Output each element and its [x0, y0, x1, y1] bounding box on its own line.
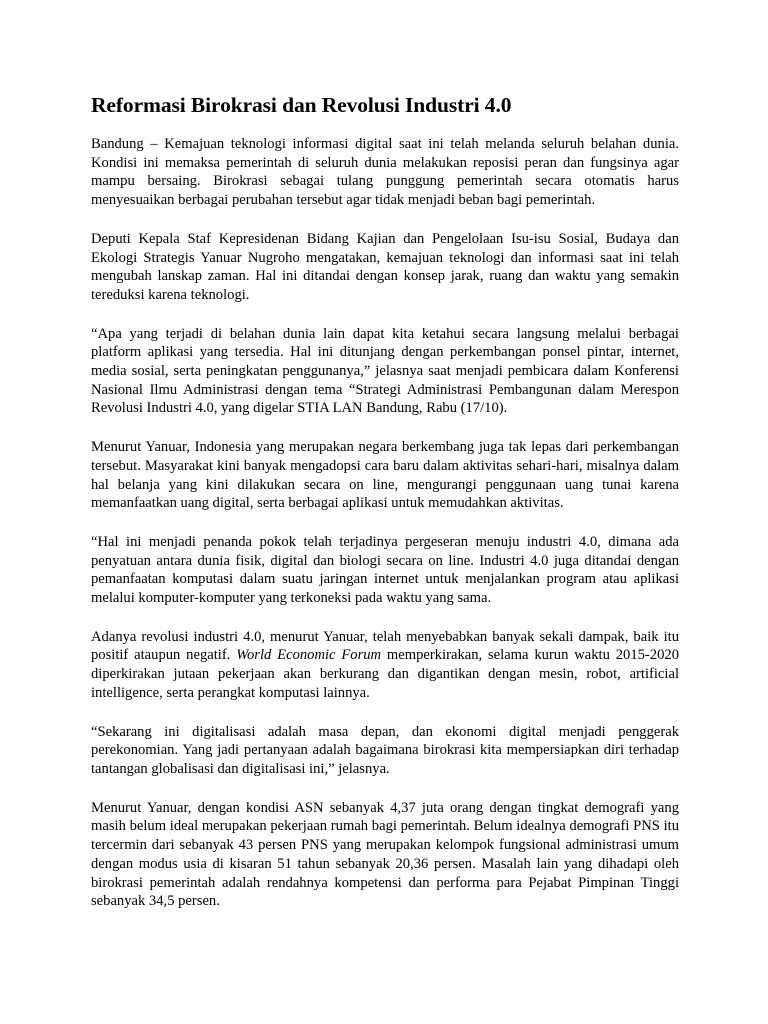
document-page	[91, 92, 679, 931]
paragraph-asn: Menurut Yanuar, dengan kondisi ASN sebanyak 4,37 juta orang dengan tingkat demografi yang masih belum ideal merupakan pekerjaan rumah bagi pemerintah. Belum idealnya demografi PNS itu tercermin dari sebanyak 43 persen PNS yang merupakan kelompok fungsional administrasi umum dengan modus usia di kisaran 51 tahun sebanyak 20,36 persen. Masalah lain yang dihadapi oleh birokrasi pemerintah adalah rendahnya kompetensi dan performa para Pejabat Pimpinan Tinggi sebanyak 34,5 persen.	[91, 799, 679, 910]
paragraph-deputy: Deputi Kepala Staf Kepresidenan Bidang Kajian dan Pengelolaan Isu-isu Sosial, Budaya dan Ekologi Strategis Yanuar Nugroho mengatakan, kemajuan teknologi dan informasi saat ini telah mengubah lanskap zaman. Hal ini ditandai dengan konsep jarak, ruang dan waktu yang semakin tereduksi karena teknologi.	[91, 230, 679, 303]
paragraph-indonesia: Menurut Yanuar, Indonesia yang merupakan negara berkembang juga tak lepas dari perkembangan tersebut. Masyarakat kini banyak mengadopsi cara baru dalam aktivitas sehari-hari, misalnya dalam hal belanja yang kini dilakukan secara on line, mengurangi penggunaan uang tunai karena memanfaatkan uang digital, serta berbagai aplikasi untuk memudahkan aktivitas.	[91, 439, 679, 512]
paragraph-quote-industry: “Hal ini menjadi penanda pokok telah terjadinya pergeseran menuju industri 4.0, dimana ada penyatuan antara dunia fisik, digital dan biologi secara on line. Industri 4.0 juga ditandai dengan pemanfaatan komputasi dalam suatu jaringan internet untuk menjalankan program atau aplikasi melalui komputer-komputer yang terkoneksi pada waktu yang sama.	[91, 533, 679, 607]
paragraph-quote-digital: “Sekarang ini digitalisasi adalah masa depan, dan ekonomi digital menjadi penggerak perekonomian. Yang jadi pertanyaan adalah bagaimana birokrasi kita mempersiapkan diri terhadap tantangan globalisasi dan digitalisasi ini,” jelasnya.	[91, 723, 679, 777]
paragraph-quote-platform: “Apa yang terjadi di belahan dunia lain dapat kita ketahui secara langsung melalui berbagai platform aplikasi yang tersedia. Hal ini ditunjang dengan perkembangan ponsel pintar, internet, media sosial, serta peningkatan penggunanya,” jelasnya saat menjadi pembicara dalam Konferensi Nasional Ilmu Administrasi dengan tema “Strategi Administrasi Pembangunan dalam Merespon Revolusi Industri 4.0, yang digelar STIA LAN Bandung, Rabu (17/10).	[91, 325, 679, 417]
paragraph-impact	[91, 628, 679, 703]
paragraph-intro: Bandung – Kemajuan teknologi informasi digital saat ini telah melanda seluruh belahan dunia. Kondisi ini memaksa pemerintah di seluruh dunia melakukan reposisi peran dan fungsinya agar mampu bersaing. Birokrasi sebagai tulang punggung pemerintah secara otomatis harus menyesuaikan berbagai perubahan tersebut agar tidak menjadi beban bagi pemerintah.	[91, 136, 679, 209]
article-title: Reformasi Birokrasi dan Revolusi Industri 4.0	[91, 93, 512, 117]
paragraph-impact-before: Adanya revolusi industri 4.0, menurut Yanuar, telah menyebabkan banyak sekali dampak, baik itu positif ataupun negatif.	[91, 628, 679, 664]
paragraph-impact-after: memperkirakan, selama kurun waktu 2015-2020 diperkirakan jutaan pekerjaan akan berkurang dan digantikan dengan mesin, robot, artificial intelligence, serta perangkat komputasi lainnya.	[91, 647, 679, 701]
world-economic-forum-text: World Economic Forum	[236, 647, 382, 664]
